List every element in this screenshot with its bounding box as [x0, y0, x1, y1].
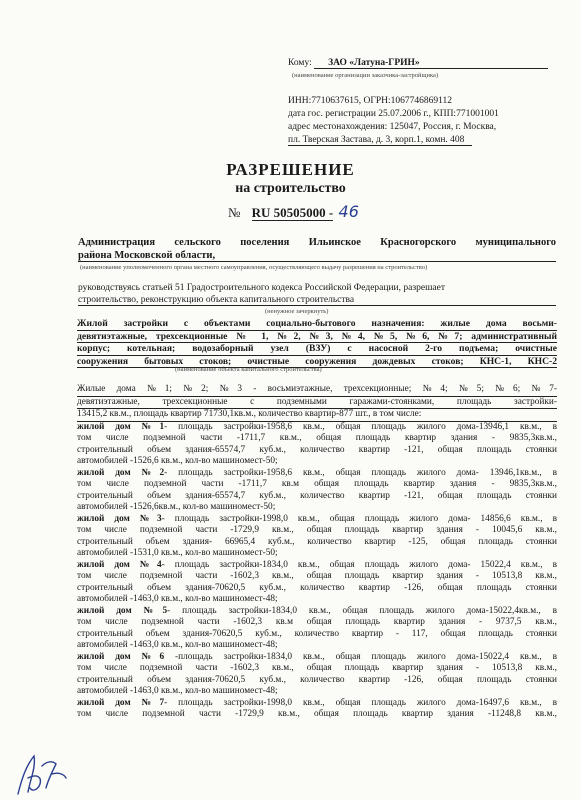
house-line: строительный объем здания- 66965,4 куб.м., количество квартир -125, общая площадь стоянки [77, 536, 557, 547]
house-line: автомобилей -1463,0 кв.м., кол-во машиномест-48; [77, 686, 278, 696]
permit-number-handwritten: 46 [338, 202, 359, 221]
house-line: - площадь застройки-1834,0 кв.м., общая площадь жилого дома-15022,4кв.м., в [167, 605, 557, 616]
house-line: том числе подземной части -1711,7 кв.м общая площадь квартир здания - 9835,3кв.м., [77, 479, 557, 489]
object-description [77, 318, 557, 368]
addressee-to-label: Кому: [288, 58, 312, 68]
house-line: автомобилей -1531,0 кв.м., кол-во машиномест-50; [77, 548, 278, 558]
house-6 [77, 652, 557, 698]
house-line: автомобилей -1463,0 кв.м., кол-во машиномест-48; [77, 594, 278, 604]
permit-number: RU 50505000 - [251, 205, 334, 220]
house-label: жилой дом №5 [77, 605, 168, 616]
basis-line-1: руководствуясь статьей 51 Градостроительного кодекса Российской Федерации, разрешает [78, 283, 445, 293]
house-2 [77, 468, 557, 514]
house-line: автомобилей -1526,6кв.м., кол-во машиномест-50; [77, 502, 276, 512]
signature-mark [12, 748, 70, 798]
house-3 [77, 514, 557, 560]
details-block [77, 384, 557, 721]
house-label: жилой дом №2 [77, 467, 165, 478]
addressee-name: ЗАО «Латуна-ГРИН» [314, 58, 548, 69]
house-line: том числе подземной части -1711,7 кв.м., общая площадь квартир здания - 9835,3кв.м., [77, 433, 557, 443]
house-line: том числе подземной части -1602,3 кв.м., общая площадь квартир здания - 10513,8 кв.м., [77, 571, 557, 581]
addressee-registration: дата гос. регистрации 25.07.2006 г., КПП:771001001 [288, 109, 499, 119]
addressee-inn: ИНН:7710637615, ОГРН:1067746869112 [288, 96, 453, 106]
house-line: - площадь застройки-1958,6 кв.м., общая площадь жилого дома-13946,1 кв.м., в [164, 421, 557, 432]
object-caption: (наименование объекта капитального строительства) [175, 366, 322, 373]
house-label: жилой дом №3 [77, 513, 162, 524]
permit-number-line [228, 202, 359, 221]
house-line: том числе подземной части -1729,9 кв.м., общая площадь квартир здания -11248,8 кв.м., [77, 709, 557, 719]
house-line: строительный объем здания-70620,5 куб.м., количество квартир -126, общая площадь стоянки [77, 674, 557, 685]
house-line: автомобилей -1526,6 кв.м., кол-во машиномест-50; [77, 456, 278, 466]
basis-line-2: строительство, реконструкцию объекта капитального строительства [78, 295, 556, 306]
house-7 [77, 698, 557, 721]
object-line: корпус; котельная; водозаборный узел (ВЗУ) с насосной 2-го подъема; очистные [77, 343, 557, 354]
house-line: строительный объем здания-70620,5 куб.м., количество квартир -126, общая площадь стоянки [77, 582, 557, 593]
addressee-to-line [288, 58, 548, 69]
addressee-caption: (наименование организации заказчика-застройщика) [292, 72, 439, 79]
house-line: том числе подземной части -1602,3 кв.м общая площадь квартир здания - 9737,5 кв.м., [77, 617, 557, 627]
object-line: девятиэтажные, трехсекционные № 1, №2, №3, №4, №5, №6, №7; административный [77, 330, 557, 342]
number-sign: № [228, 205, 241, 220]
details-intro-line: 13415,2 кв.м., площадь квартир 71730,1кв.м., количество квартир-877 шт., в том числе: [77, 409, 557, 422]
document-subtitle: на строительство [235, 181, 346, 196]
house-line: строительный объем здания-65574,7 куб.м., количество квартир -121, общая площадь стоянки [77, 490, 557, 501]
house-line: - площадь застройки-1998,0 кв.м., общая площадь жилого дома- 14856,6 кв.м., в [161, 513, 557, 524]
object-line: сооружения бытовых стоков; очистные сооружения дождевых стоков; КНС-1, КНС-2 [77, 355, 557, 367]
basis-caption: (ненужное зачеркнуть) [265, 308, 329, 315]
details-intro-line: Жилые дома №1; №2; №3 - восьмиэтажные, трехсекционные; №4; №5; №6; №7- [77, 384, 557, 397]
house-line: - площадь застройки-1834,0 кв.м., общая площадь жилого дома- 15022,4 кв.м., в [161, 559, 557, 570]
authority-caption: (наименование уполномоченного органа местного самоуправления, осуществляющего выдачу разрешения на строительство) [80, 264, 428, 271]
house-1 [77, 422, 557, 468]
authority-line-2: района Московской области, [78, 250, 556, 262]
house-line: - площадь застройки-1958,6 кв.м., общая площадь жилого дома- 13946,1кв.м., в [164, 467, 557, 478]
house-label: жилой дом №7 [77, 697, 165, 708]
house-line: строительный объем здания-70620,5 куб.м., количество квартир - 117, общая площадь стоянки [77, 628, 557, 639]
house-label: жилой дом №6 [77, 651, 165, 662]
house-label: жилой дом №4 [77, 559, 162, 570]
document-title: РАЗРЕШЕНИЕ [226, 160, 355, 179]
object-line: Жилой застройки с объектами социально-бытового назначения: жилые дома восьми- [77, 318, 557, 329]
house-line: том числе подземной части -1602,3 кв.м., общая площадь квартир здания - 10513,8 кв.м., [77, 663, 557, 673]
addressee-address-1: адрес местонахождения: 125047, Россия, г. Москва, [288, 122, 497, 132]
house-line: том числе подземной части -1729,9 кв.м., общая площадь квартир здания - 10045,6 кв.м., [77, 525, 557, 535]
house-4 [77, 560, 557, 606]
house-5 [77, 606, 557, 652]
house-line: автомобилей -1463,0 кв.м., кол-во машиномест-48; [77, 640, 278, 650]
house-line: строительный объем здания-65574,7 куб.м., количество квартир -121, общая площадь стоянки [77, 444, 557, 455]
authority-line-1: Администрация сельского поселения Ильинское Красногорского муниципального [78, 237, 556, 248]
details-intro-line: девятиэтажные, трехсекционные с подземными гаражами-стоянками, площадь застройки- [77, 397, 557, 410]
addressee-address-2: пл. Тверская Застава, д. 3, корп.1, комн. 408 [288, 135, 472, 146]
house-line: - площадь застройки-1998,0 кв.м., общая площадь жилого дома-16497,6 кв.м., в [164, 697, 557, 708]
house-label: жилой дом №1 [77, 421, 165, 432]
house-line: -площадь застройки-1834,0 кв.м., общая площадь жилого дома-15022,4 кв.м., в [164, 651, 557, 662]
